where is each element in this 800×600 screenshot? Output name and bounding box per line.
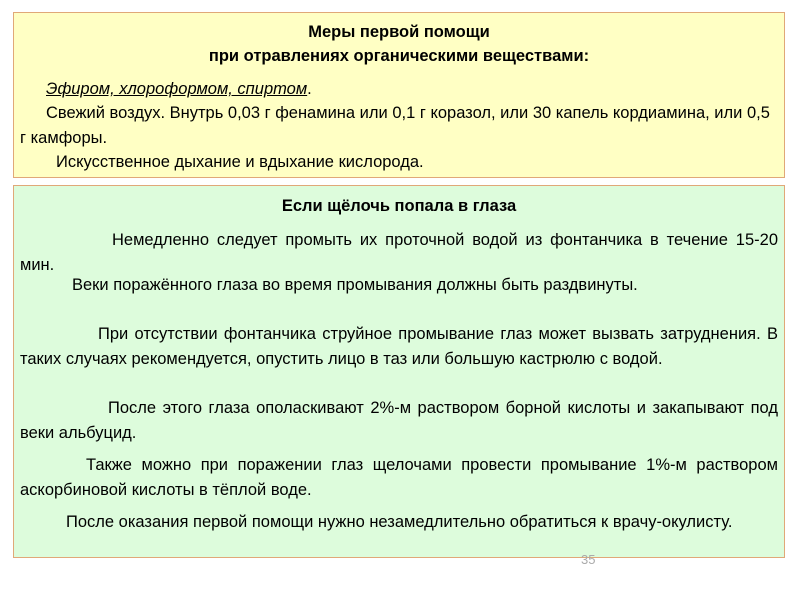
paragraph-3: При отсутствии фонтанчика струйное промывание глаз может вызвать затруднения. В таких случаях рекомендуется, опустить лицо в таз или большую кастрюлю с водой. xyxy=(20,325,778,368)
substances: Эфиром, хлороформом, спиртом xyxy=(46,80,308,98)
poisoning-organic-box xyxy=(13,12,785,178)
paragraph-6: После оказания первой помощи нужно незамедлительно обратиться к врачу-окулисту. xyxy=(66,513,733,531)
paragraph-4: После этого глаза ополаскивают 2%-м раствором борной кислоты и закапывают под веки альбуцид. xyxy=(20,399,778,442)
paragraph-fresh-air: Свежий воздух. Внутрь 0,03 г фенамина или 0,1 г коразол, или 30 капель кордиамина, или 0,5 г камфоры. xyxy=(20,104,770,147)
page-number: 35 xyxy=(581,552,596,567)
paragraph-2: Веки поражённого глаза во время промывания должны быть раздвинуты. xyxy=(72,276,638,294)
paragraph-respiration: Искусственное дыхание и вдыхание кислорода. xyxy=(56,153,424,171)
alkali-eyes-box xyxy=(13,185,785,558)
box-title: Если щёлочь попала в глаза xyxy=(281,197,517,215)
box-title-line2: при отравлениях органическими веществами: xyxy=(208,47,590,65)
period: . xyxy=(307,80,312,98)
paragraph-1: Немедленно следует промыть их проточной водой из фонтанчика в течение 15-20 мин. xyxy=(20,231,778,274)
box-title-line1: Меры первой помощи xyxy=(308,23,490,41)
substances-line xyxy=(20,77,778,102)
paragraph-5: Также можно при поражении глаз щелочами провести промывание 1%-м раствором аскорбиновой кислоты в тёплой воде. xyxy=(20,456,778,499)
